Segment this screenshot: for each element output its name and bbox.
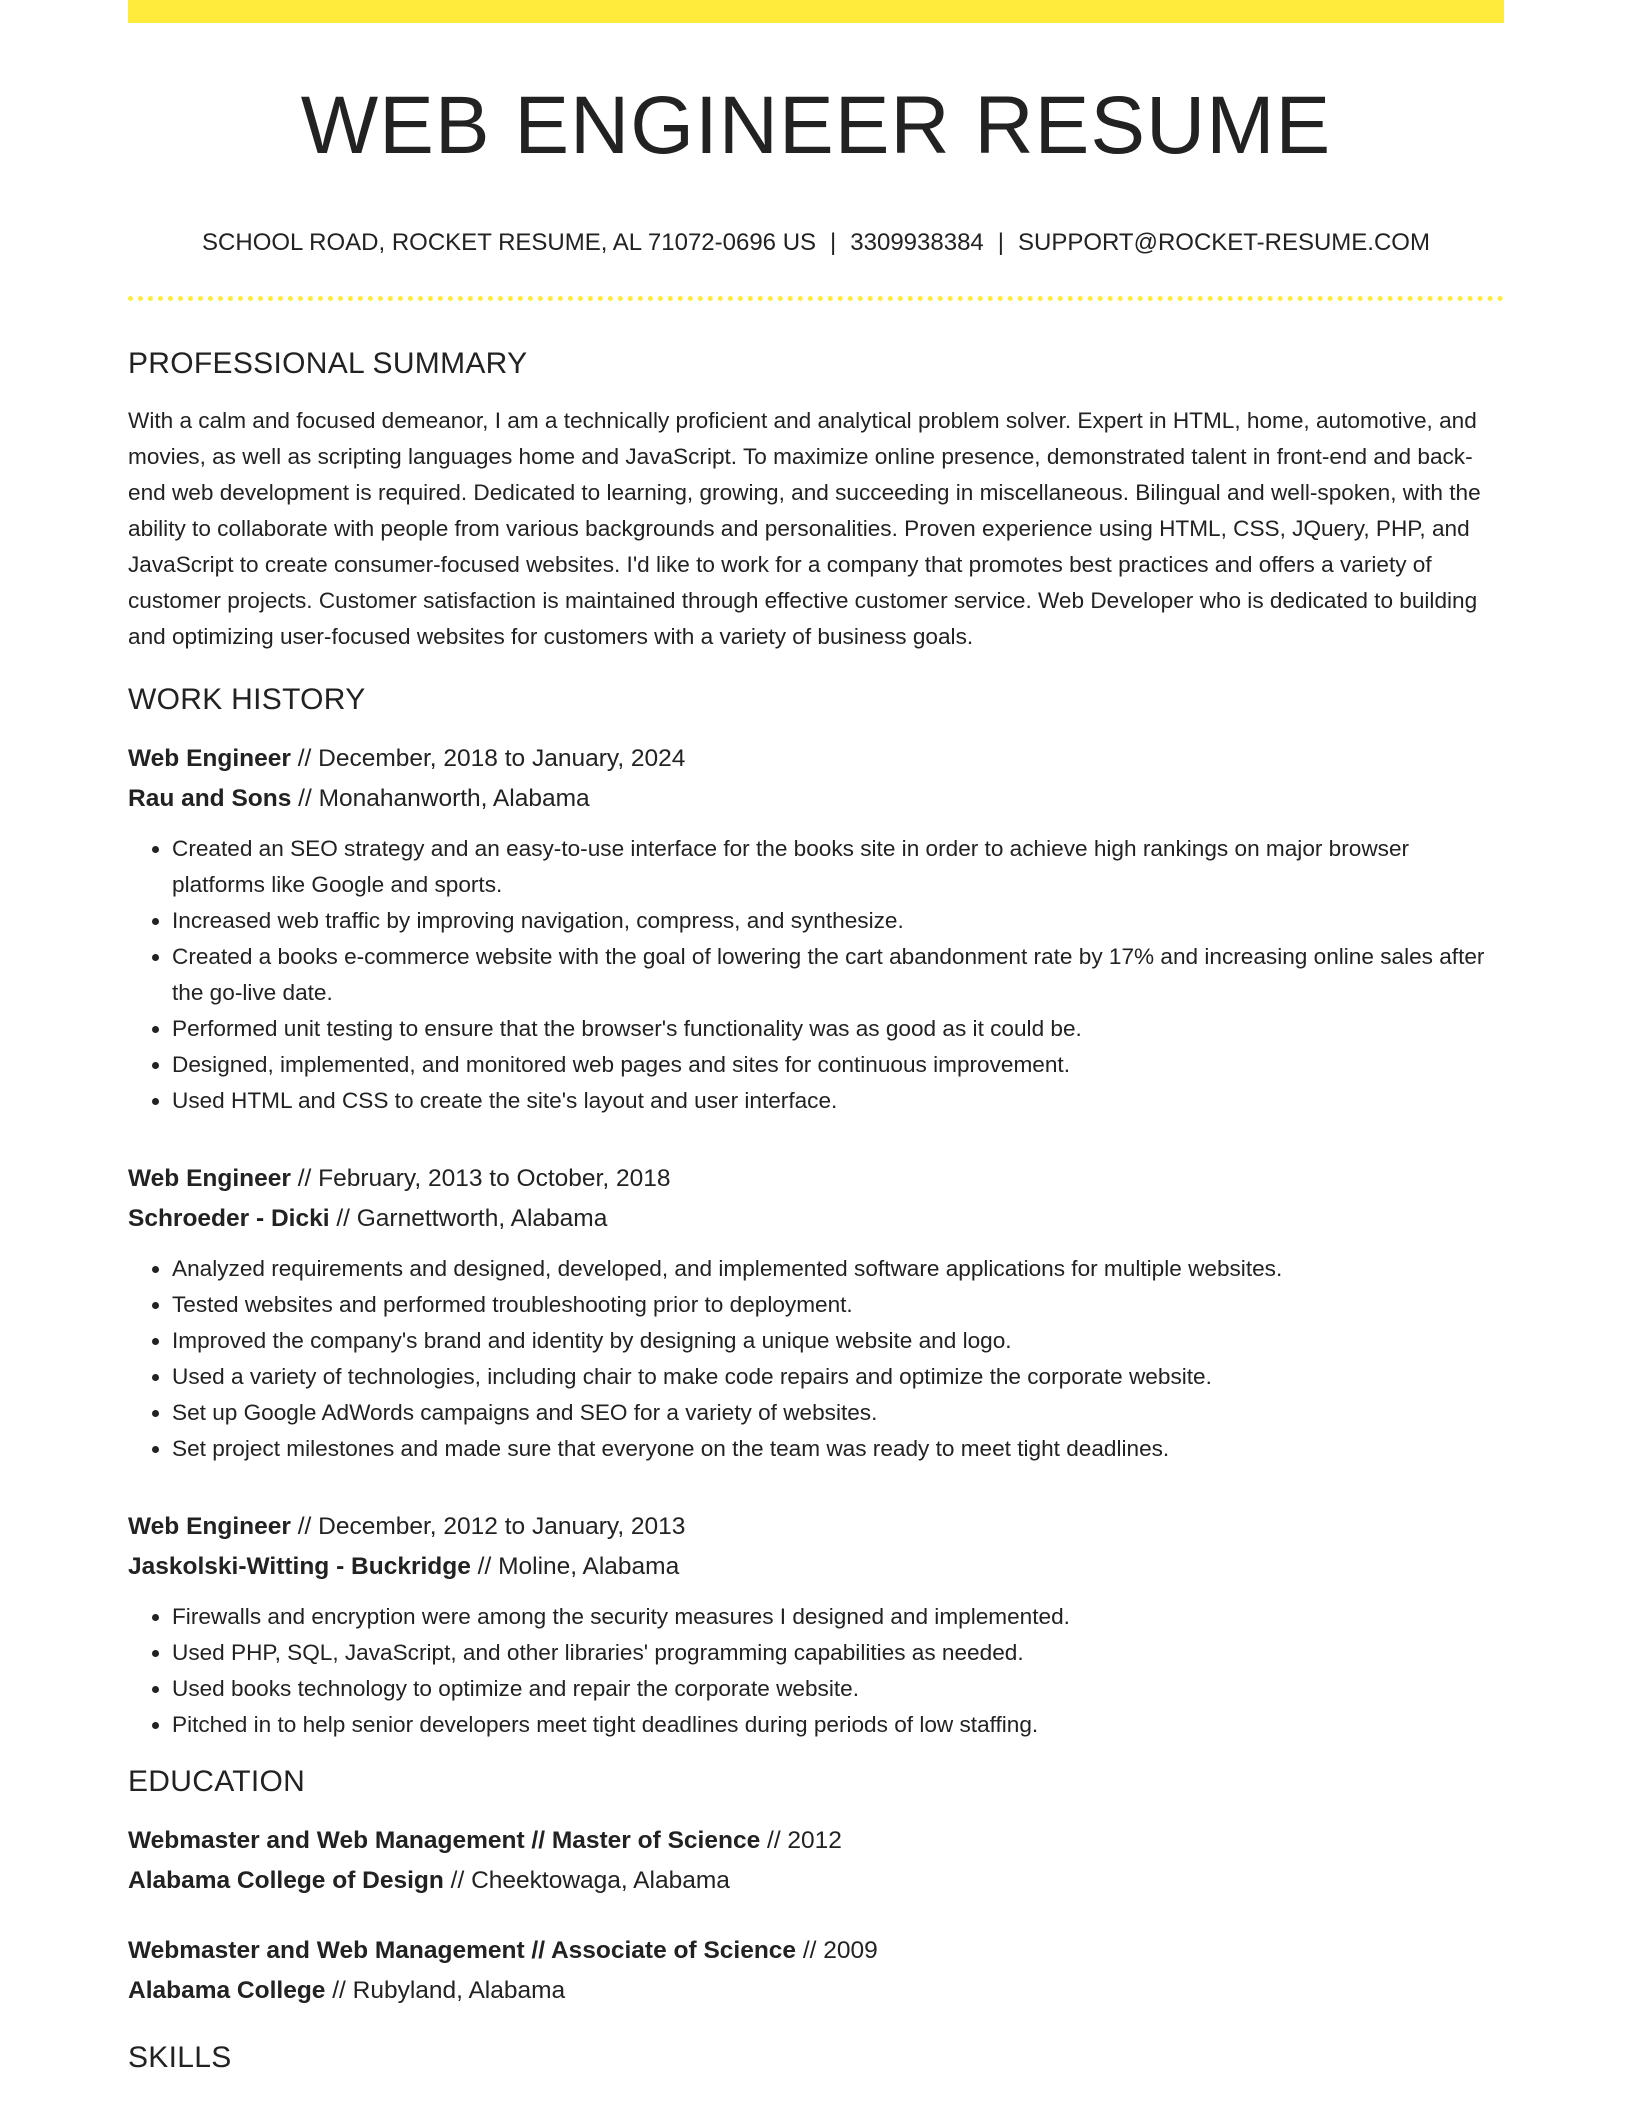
education-school: Alabama College: [128, 1976, 326, 2004]
job-bullet: • Created a books e-commerce website with the goal of lowering the cart abandonment rate by 17% and increasing online sales after the go-live date.: [172, 939, 1504, 1011]
summary-text: With a calm and focused demeanor, I am a technically proficient and analytical problem solver. Expert in HTML, home, automotive, and movies, as well as scripting languages home and JavaScript. To maximize online presence, demonstrated talent in front-end and back-end web development is required. Dedicated to learning, growing, and succeeding in miscellaneous. Bilingual and well-spoken, with the ability to collaborate with people from various backgrounds and personalities. Proven experience using HTML, CSS, JQuery, PHP, and JavaScript to create consumer-focused websites. I'd like to work for a company that promotes best practices and offers a variety of customer projects. Customer satisfaction is maintained through effective customer service. Web Developer who is dedicated to building and optimizing user-focused websites for customers with a variety of business goals.: [128, 407, 1481, 649]
contact-separator: |: [997, 229, 1004, 257]
job-dates: // December, 2018 to January, 2024: [290, 744, 686, 772]
job-title-line: [128, 1159, 1504, 1199]
job-location: // Garnettworth, Alabama: [329, 1204, 608, 1232]
job-location: // Monahanworth, Alabama: [291, 784, 590, 812]
resume-page: [128, 0, 1504, 2075]
education-entry: [128, 1931, 1504, 2011]
job-bullet: • Pitched in to help senior developers meet tight deadlines during periods of low staffing.: [172, 1707, 1504, 1743]
education-heading: EDUCATION: [128, 1764, 306, 1798]
job-bullet: • Used books technology to optimize and repair the corporate website.: [172, 1671, 1504, 1707]
education-degree-line: [128, 1821, 1504, 1861]
job-company-line: [128, 1199, 1504, 1239]
job-bullet: • Designed, implemented, and monitored web pages and sites for continuous improvement.: [172, 1047, 1504, 1083]
job-company-line: [128, 1547, 1504, 1587]
job-bullet: • Used a variety of technologies, including chair to make code repairs and optimize the corporate website.: [172, 1359, 1504, 1395]
job-bullet: • Increased web traffic by improving navigation, compress, and synthesize.: [172, 903, 1504, 939]
education-year: // 2009: [796, 1936, 878, 1964]
summary-heading: PROFESSIONAL SUMMARY: [128, 346, 528, 380]
job-company: Rau and Sons: [128, 784, 292, 812]
contact-address: SCHOOL ROAD, ROCKET RESUME, AL 71072-0696 US: [202, 229, 817, 257]
education-location: // Rubyland, Alabama: [325, 1976, 566, 2004]
education-location: // Cheektowaga, Alabama: [443, 1866, 730, 1894]
job-bullet: • Used PHP, SQL, JavaScript, and other libraries' programming capabilities as needed.: [172, 1635, 1504, 1671]
job-bullet: • Tested websites and performed troubleshooting prior to deployment.: [172, 1287, 1504, 1323]
job-bullets: [128, 1251, 1504, 1467]
top-accent-bar: [128, 0, 1504, 23]
education-year: // 2012: [760, 1826, 842, 1854]
job-company: Jaskolski-Witting - Buckridge: [128, 1552, 471, 1580]
contact-phone: 3309938384: [850, 229, 984, 257]
job-title-line: [128, 1507, 1504, 1547]
job-bullet: • Set up Google AdWords campaigns and SEO for a variety of websites.: [172, 1395, 1504, 1431]
education-degree: Webmaster and Web Management // Master of Science: [128, 1826, 761, 1854]
job-bullet: • Created an SEO strategy and an easy-to-use interface for the books site in order to achieve high rankings on major browser platforms like Google and sports.: [172, 831, 1504, 903]
resume-title: WEB ENGINEER RESUME: [300, 80, 1332, 171]
contact-line: [128, 229, 1504, 258]
job-bullet: • Set project milestones and made sure that everyone on the team was ready to meet tight deadlines.: [172, 1431, 1504, 1467]
job-bullet: • Used HTML and CSS to create the site's layout and user interface.: [172, 1083, 1504, 1119]
job-dates: // December, 2012 to January, 2013: [290, 1512, 686, 1540]
job-bullet: • Firewalls and encryption were among the security measures I designed and implemented.: [172, 1599, 1504, 1635]
job-bullets: [128, 831, 1504, 1119]
job-title-line: [128, 739, 1504, 779]
job-title: Web Engineer: [128, 744, 291, 772]
skills-heading: SKILLS: [128, 2040, 232, 2074]
job-bullet: • Improved the company's brand and identity by designing a unique website and logo.: [172, 1323, 1504, 1359]
education-school-line: [128, 1971, 1504, 2011]
job-entry: [128, 739, 1504, 1119]
job-title: Web Engineer: [128, 1512, 291, 1540]
job-company: Schroeder - Dicki: [128, 1204, 330, 1232]
contact-separator: |: [830, 229, 837, 257]
job-entry: [128, 1159, 1504, 1467]
education-school: Alabama College of Design: [128, 1866, 444, 1894]
work-history-heading: WORK HISTORY: [128, 682, 366, 716]
contact-email: SUPPORT@ROCKET-RESUME.COM: [1018, 229, 1430, 257]
job-bullet: • Performed unit testing to ensure that the browser's functionality was as good as it could be.: [172, 1011, 1504, 1047]
job-company-line: [128, 779, 1504, 819]
job-dates: // February, 2013 to October, 2018: [290, 1164, 671, 1192]
education-degree: Webmaster and Web Management // Associate of Science: [128, 1936, 797, 1964]
dotted-divider: [128, 296, 1504, 301]
education-entry: [128, 1821, 1504, 1901]
job-bullets: [128, 1599, 1504, 1743]
job-location: // Moline, Alabama: [470, 1552, 680, 1580]
education-degree-line: [128, 1931, 1504, 1971]
job-entry: [128, 1507, 1504, 1743]
job-bullet: • Analyzed requirements and designed, developed, and implemented software applications for multiple websites.: [172, 1251, 1504, 1287]
education-school-line: [128, 1861, 1504, 1901]
job-title: Web Engineer: [128, 1164, 291, 1192]
